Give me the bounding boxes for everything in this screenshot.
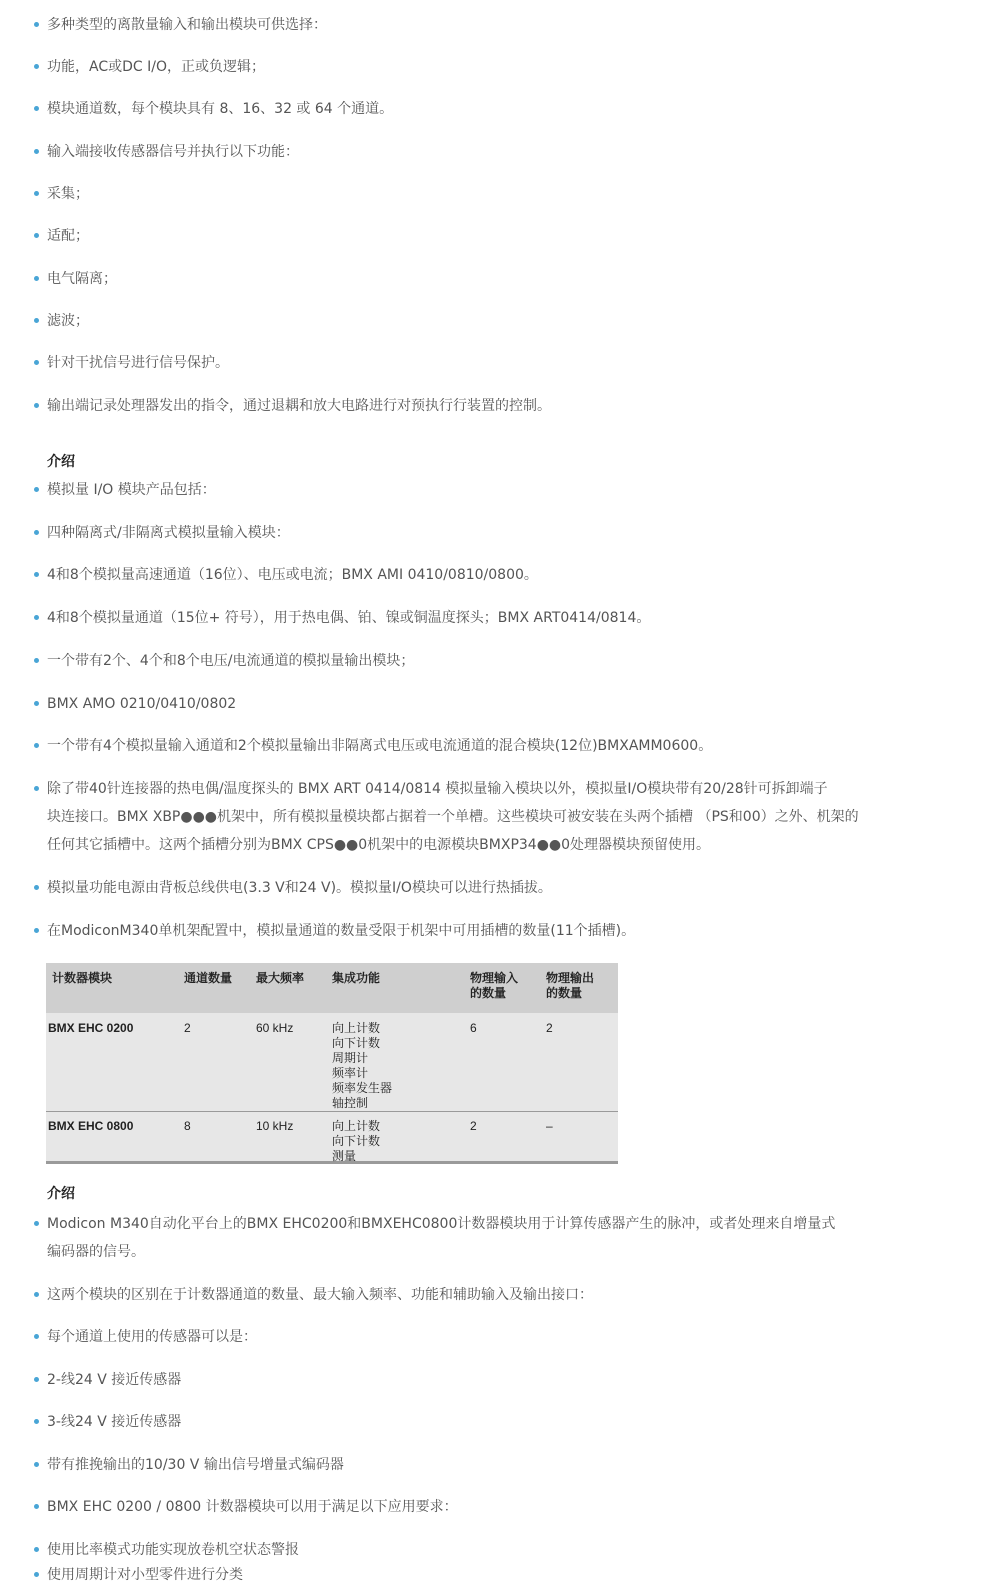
list-item: 在ModiconM340单机架配置中，模拟量通道的数量受限于机架中可用插槽的数量(11个插槽)。 <box>34 917 864 945</box>
list-item: 模块通道数，每个模块具有 8、16、32 或 64 个通道。 <box>34 95 864 123</box>
list-item: 这两个模块的区别在于计数器通道的数量、最大输入频率、功能和辅助输入及输出接口： <box>34 1281 864 1309</box>
list-item: 适配； <box>34 222 864 250</box>
list-item: 电气隔离； <box>34 265 864 293</box>
counter-module-table <box>46 963 618 1164</box>
paragraph-line: 任何其它插槽中。这两个插槽分别为BMX CPS●●0机架中的电源模块BMXP34●●0处理器模块预留使用。 <box>47 837 711 853</box>
list-item: 采集； <box>34 180 864 208</box>
list-item: BMX EHC 0200 / 0800 计数器模块可以用于满足以下应用要求： <box>34 1493 864 1521</box>
list-item: 输出端记录处理器发出的指令，通过退耦和放大电路进行对预执行行装置的控制。 <box>34 392 864 420</box>
list-item: 2-线24 V 接近传感器 <box>34 1366 864 1394</box>
list-item: 模拟量 I/O 模块产品包括： <box>34 476 864 504</box>
table-cell: BMX EHC 0800 <box>48 1119 134 1133</box>
table-cell: – <box>546 1119 553 1133</box>
table-cell: 2 <box>470 1119 477 1133</box>
list-item <box>34 1210 864 1266</box>
list-item <box>34 775 864 859</box>
list-item: 一个带有4个模拟量输入通道和2个模拟量输出非隔离式电压或电流通道的混合模块(12位)BMXAMM0600。 <box>34 732 864 760</box>
list-item: 多种类型的离散量输入和输出模块可供选择： <box>34 11 864 39</box>
list-item: 带有推挽输出的10/30 V 输出信号增量式编码器 <box>34 1451 864 1479</box>
list-item: 使用周期计对小型零件进行分类 <box>34 1561 864 1589</box>
list-item: BMX AMO 0210/0410/0802 <box>34 690 864 718</box>
list-item: 滤波； <box>34 307 864 335</box>
section-heading: 介绍 <box>47 1186 75 1202</box>
list-item: 4和8个模拟量高速通道（16位）、电压或电流；BMX AMI 0410/0810/0800。 <box>34 561 864 589</box>
table-cell: 8 <box>184 1119 191 1133</box>
list-item: 功能，AC或DC I/O，正或负逻辑； <box>34 53 864 81</box>
table-cell: 向上计数 向下计数 周期计 频率计 频率发生器 轴控制 <box>332 1021 393 1110</box>
table-cell: 2 <box>546 1021 553 1035</box>
list-item: 使用比率模式功能实现放卷机空状态警报 <box>34 1536 864 1564</box>
table-cell: 60 kHz <box>256 1021 294 1035</box>
list-item: 每个通道上使用的传感器可以是： <box>34 1323 864 1351</box>
paragraph-line: Modicon M340自动化平台上的BMX EHC0200和BMXEHC0800计数器模块用于计算传感器产生的脉冲，或者处理来自增量式 <box>47 1216 836 1232</box>
paragraph-line: 除了带40针连接器的热电偶/温度探头的 BMX ART 0414/0814 模拟量输入模块以外，模拟量I/O模块带有20/28针可拆卸端子 <box>47 781 828 797</box>
paragraph-line: 编码器的信号。 <box>47 1244 145 1260</box>
list-item: 4和8个模拟量通道（15位+ 符号），用于热电偶、铂、镍或铜温度探头；BMX ART0414/0814。 <box>34 604 864 632</box>
table-cell: 向上计数 向下计数 测量 <box>332 1119 381 1163</box>
list-item: 四种隔离式/非隔离式模拟量输入模块： <box>34 519 864 547</box>
table-cell: 2 <box>184 1021 191 1035</box>
list-item: 针对干扰信号进行信号保护。 <box>34 349 864 377</box>
list-item: 一个带有2个、4个和8个电压/电流通道的模拟量输出模块； <box>34 647 864 675</box>
column-header: 最大频率 <box>256 971 305 985</box>
column-header: 计数器模块 <box>52 971 113 985</box>
paragraph-line: 块连接口。BMX XBP●●●机架中，所有模拟量模块都占据着一个单槽。这些模块可被安装在头两个插槽 （PS和00）之外、机架的 <box>47 809 859 825</box>
list-item: 3-线24 V 接近传感器 <box>34 1408 864 1436</box>
section-heading: 介绍 <box>47 454 75 470</box>
table-cell: 10 kHz <box>256 1119 294 1133</box>
list-item: 输入端接收传感器信号并执行以下功能： <box>34 138 864 166</box>
column-header: 物理输入 的数量 <box>470 971 519 1000</box>
column-header: 物理输出 的数量 <box>546 971 595 1000</box>
table-cell: BMX EHC 0200 <box>48 1021 134 1035</box>
table-cell: 6 <box>470 1021 477 1035</box>
column-header: 通道数量 <box>184 971 233 985</box>
list-item: 模拟量功能电源由背板总线供电(3.3 V和24 V)。模拟量I/O模块可以进行热插拔。 <box>34 874 864 902</box>
column-header: 集成功能 <box>332 971 381 985</box>
